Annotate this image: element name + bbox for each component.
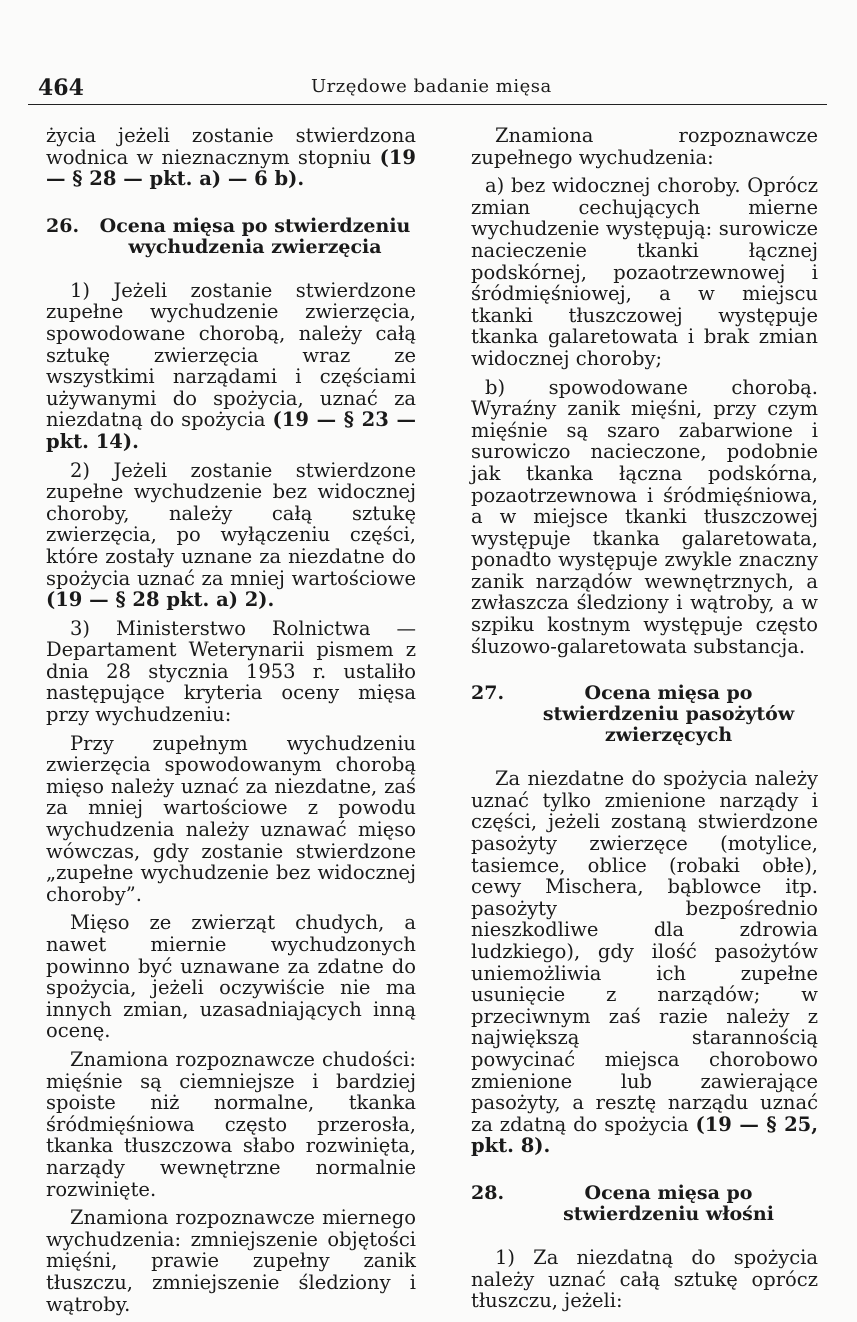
paragraph: Przy zupełnym wychudzeniu zwierzęcia spowodowanym chorobą mięso należy uznać za niezdatne, zaś za mniej wartościowe z powodu wychudzenia należy uznawać mięso wówczas, gdy zostanie stwierdzone „zupełne wychudzenie bez widocznej choroby”. <box>46 731 416 906</box>
section-heading-28 <box>471 1183 818 1225</box>
paragraph: Mięso ze zwierząt chudych, a nawet miernie wychudzonych powinno być uznawane za zdatne do spożycia, jeżeli oczywiście nie ma innych zmian, uzasadniających inną ocenę. <box>46 911 416 1043</box>
paragraph: Znamiona rozpoznawcze miernego wychudzenia: zmniejszenie objętości mięśni, prawie zupełny zanik tłuszczu, zmniejszenie śledziony i wątroby. <box>46 1206 416 1316</box>
paragraph-text: życia jeżeli zostanie stwierdzona wodnica w nieznacznym stopniu <box>46 124 416 169</box>
section-number: 26. <box>46 214 80 237</box>
paragraph <box>46 460 416 611</box>
paragraph <box>471 768 818 1157</box>
paragraph-text: 1) Jeżeli zostanie stwierdzone zupełne wychudzenie zwierzęcia, spowodowane chorobą, należy całą sztukę zwierzęcia wraz ze wszystkimi narządami i częściami używanymi do spożycia, uznać za niezdatną do spożycia <box>46 278 416 432</box>
legal-reference: (19 — § 28 — pkt. a) — 6 b). <box>46 145 416 191</box>
section-title: Ocena mięsa po stwierdzeniu wychudzenia zwierzęcia <box>99 214 411 258</box>
section-title: Ocena mięsa po stwierdzeniu włośni <box>563 1181 774 1225</box>
section-heading-26 <box>46 216 416 258</box>
left-column <box>46 125 416 1322</box>
list-item: b) spowodowane chorobą. Wyraźny zanik mięśni, przy czym mięśnie są szaro zabarwione i surowiczo nacieczone, podobnie jak tkanka łączna podskórna, pozaotrzewnowa i śródmięśniowa, a w miejsce tkanki tłuszczowej występuje tkanka galaretowata, ponadto występuje zwykle znaczny zanik narządów wewnętrznych, a zwłaszcza śledziony i wątroby, a w szpiku kostnym występuje często śluzowo-galaretowata substancja. <box>471 375 818 658</box>
paragraph-text: 2) Jeżeli zostanie stwierdzone zupełne wychudzenie bez widocznej choroby, należy całą sztukę zwierzęcia, po wyłączeniu części, które zostały uznane za niezdatne do spożycia uznać za mniej wartościowe <box>46 458 416 590</box>
paragraph: 1) Za niezdatną do spożycia należy uznać całą sztukę oprócz tłuszczu, jeżeli: <box>471 1245 818 1313</box>
paragraph: 3) Ministerstwo Rolnictwa — Departament Weterynarii pismem z dnia 28 stycznia 1953 r. ustaliło następujące kryteria oceny mięsa przy wychudzeniu: <box>46 616 416 727</box>
paragraph <box>46 125 416 190</box>
paragraph: Znamiona rozpoznawcze chudości: mięśnie są ciemniejsze i bardziej spoiste niż normalne, tkanka śródmięśniowa często przerosła, tkanka tłuszczowa słabo rozwinięta, narządy wewnętrzne normalnie rozwinięte. <box>46 1047 416 1201</box>
paragraph <box>46 280 416 453</box>
legal-reference: (19 — § 28 pkt. a) 2). <box>46 588 275 612</box>
legal-reference: (19 — § 25, pkt. 8). <box>471 1112 818 1158</box>
section-number: 28. <box>471 1181 505 1204</box>
page-header <box>28 70 827 105</box>
paragraph: Znamiona rozpoznawcze zupełnego wychudzenia: <box>471 124 818 169</box>
section-number: 27. <box>471 682 505 705</box>
list-item: a) bez widocznej choroby. Oprócz zmian cechujących mierne wychudzenie występują: surowicze nacieczenie tkanki łącznej podskórnej, pozaotrzewnowej i śródmięśniowej, a w miejscu tkanki tłuszczowej występuje tkanka galaretowata i brak zmian widocznej choroby; <box>471 174 818 370</box>
page-number: 464 <box>38 75 84 101</box>
legal-reference: (19 — § 23 — pkt. 14). <box>46 408 416 453</box>
paragraph-text: Za niezdatne do spożycia należy uznać tylko zmienione narządy i części, jeżeli zostaną stwierdzone pasożyty zwierzęce (motylice, tasiemce, oblice (robaki obłe), cewy Mischera, bąblowce itp. pasożyty bezpośrednio nieszkodliwe dla zdrowia ludzkiego), gdy ilość pasożytów uniemożliwia ich zupełne usunięcie z narządów; w przeciwnym zaś razie należy z największą starannością powycinać miejsca chorobowo zmienione lub zawierające pasożyty, a resztę narządu uznać za zdatną do spożycia <box>471 767 818 1136</box>
right-column <box>471 125 818 1319</box>
section-title: Ocena mięsa po stwierdzeniu pasożytów zwierzęcych <box>542 682 795 747</box>
running-title: Urzędowe badanie mięsa <box>311 76 552 97</box>
section-heading-27 <box>471 683 818 746</box>
